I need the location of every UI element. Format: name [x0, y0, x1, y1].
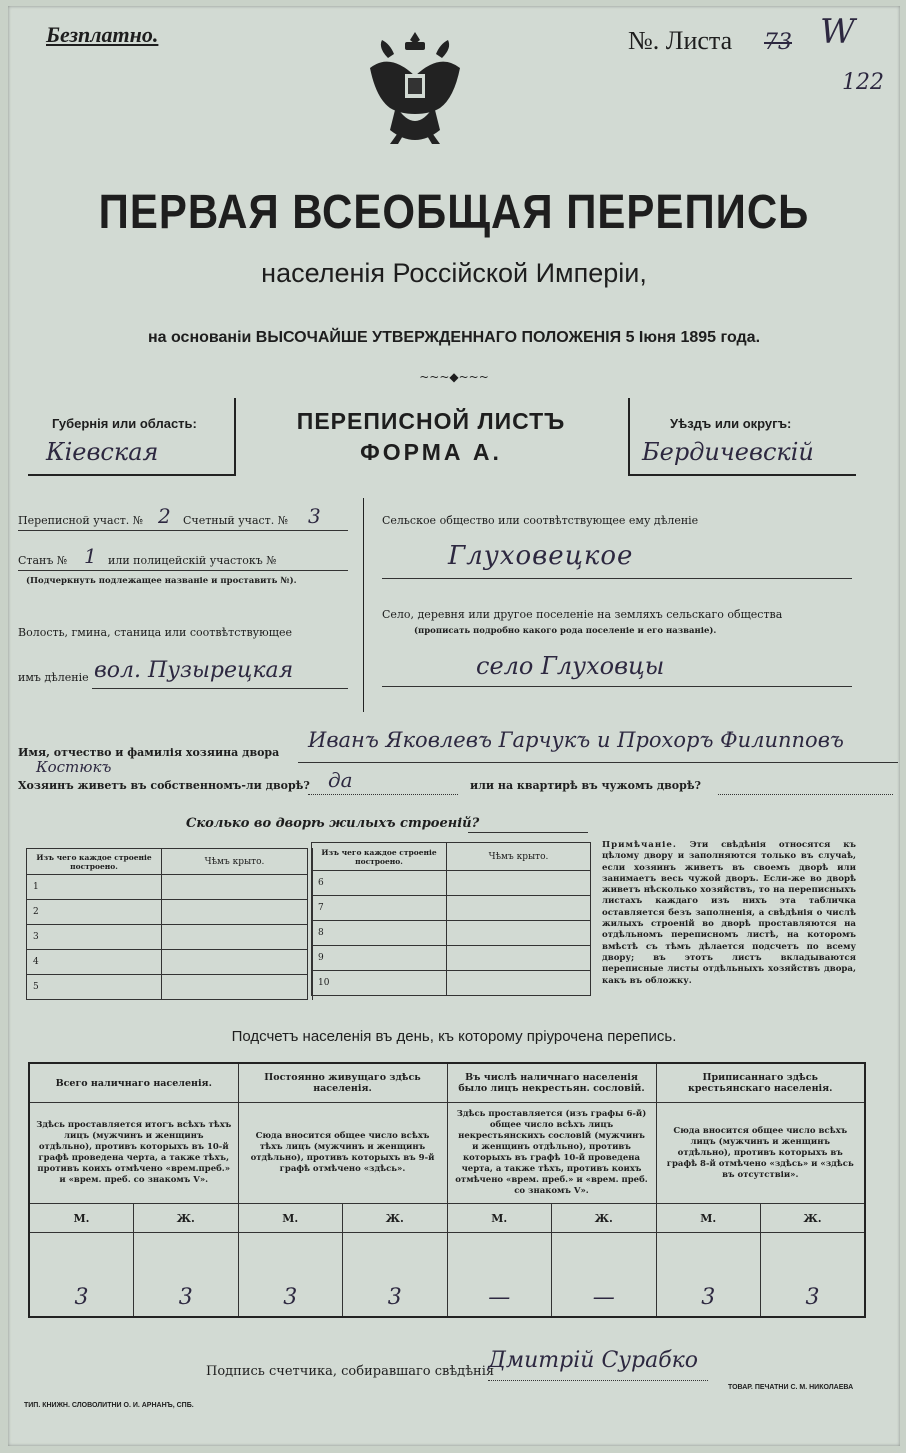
- population-title: Подсчетъ населенія въ день, къ которому пріурочена перепись.: [231, 1028, 677, 1045]
- village-line: [382, 686, 852, 687]
- building-roof-cell: [447, 921, 591, 946]
- building-roof-cell: [447, 896, 591, 921]
- census-section-value: 2: [158, 504, 171, 528]
- corner-mark: W: [820, 12, 855, 52]
- population-table: [28, 1062, 866, 1318]
- police-label: или полицейскій участокъ №: [108, 554, 277, 567]
- total-male-value: 3: [29, 1233, 134, 1318]
- district-label: Уѣздъ или округъ:: [670, 416, 792, 431]
- population-col-permanent-header: Постоянно живущаго здѣсь населенія.: [238, 1063, 447, 1103]
- society-label: Сельское общество или соотвѣтствующее ему дѣленіе: [382, 514, 699, 527]
- buildings-line: [468, 832, 588, 833]
- building-roof-cell: [447, 871, 591, 896]
- buildings-table-right: [311, 842, 591, 996]
- buildings-col-roof: Чѣмъ крыто.: [162, 849, 308, 875]
- buildings-col-roof: Чѣмъ крыто.: [447, 843, 591, 871]
- province-value: Кіевская: [46, 438, 159, 466]
- society-value: Глуховецкое: [448, 541, 634, 571]
- nonpeasant-female-value: —: [552, 1233, 657, 1318]
- male-label: М.: [29, 1204, 134, 1233]
- owner-name-value-cont: Костюкъ: [36, 758, 112, 776]
- village-label: Село, деревня или другое поселеніе на земляхъ сельскаго общества: [382, 608, 783, 621]
- signature-label: Подпись счетчика, собиравшаго свѣдѣнія: [206, 1364, 495, 1379]
- ornament: ~~~◆~~~: [419, 370, 489, 384]
- village-value: село Глуховцы: [476, 652, 665, 680]
- footer-right-print: ТОВАР. ПЕЧАТНИ С. М. НИКОЛАЕВА: [728, 1384, 854, 1391]
- permanent-female-value: 3: [343, 1233, 448, 1318]
- building-row-num: 10: [312, 971, 447, 996]
- female-label: Ж.: [134, 1204, 239, 1233]
- main-title: ПЕРВАЯ ВСЕОБЩАЯ ПЕРЕПИСЬ: [98, 184, 810, 239]
- field-divider: [363, 498, 364, 712]
- owner-name-value: Иванъ Яковлевъ Гарчукъ и Прохоръ Филипповъ: [308, 728, 844, 752]
- peasant-male-value: 3: [656, 1233, 761, 1318]
- building-roof-cell: [162, 875, 308, 900]
- stan-label: Станъ №: [18, 554, 68, 567]
- building-row-num: 5: [27, 975, 162, 1000]
- count-section-label: Счетный участ. №: [183, 514, 289, 527]
- owner-rent-line: [718, 794, 893, 795]
- permanent-male-value: 3: [238, 1233, 343, 1318]
- owner-own-label: Хозяинъ живетъ въ собственномъ-ли дворѣ?: [18, 779, 310, 792]
- nonpeasant-male-value: —: [447, 1233, 552, 1318]
- buildings-note-text: Эти свѣдѣнія относятся къ цѣлому двору и заполняются только въ случаѣ, если хозяинъ живетъ въ своемъ дворѣ или занимаетъ весь чужой дворъ. Если-же во дворѣ живетъ нѣсколько хозяйствъ, то на переписныхъ листахъ каждаго изъ нихъ эта табличка оставляется безъ заполненія, а свѣдѣнія о числѣ жилыхъ строеній во дворѣ проставляются на отдѣльномъ переписномъ листѣ, на которомъ вмѣстѣ съ тѣмъ дѣлается подсчетъ по всему двору; въ этотъ листъ вкладываются переписные листы отдѣльныхъ хозяйствъ двора, какъ въ обложку.: [602, 840, 856, 986]
- subtitle: населенія Россійской Имперіи,: [261, 258, 647, 288]
- corner-number: 122: [842, 70, 884, 95]
- building-row-num: 3: [27, 925, 162, 950]
- stan-value: 1: [84, 544, 97, 568]
- form-title-box: [240, 402, 622, 474]
- male-label: М.: [656, 1204, 761, 1233]
- population-col-peasant-header: Приписаннаго здѣсь крестьянскаго населенія.: [656, 1063, 865, 1103]
- buildings-note: [602, 840, 856, 987]
- building-roof-cell: [162, 975, 308, 1000]
- population-col-total-desc: Здѣсь проставляется итогъ всѣхъ тѣхъ лицъ (мужчинъ и женщинъ отдѣльно), противъ которыхъ въ 10-й графѣ проведена черта, а также тѣхъ, противъ коихъ отмѣчено «врем.преб.» и «врем. преб. со знакомъ V».: [29, 1103, 238, 1204]
- free-label: Безплатно.: [46, 22, 159, 47]
- owner-own-line: [308, 794, 458, 795]
- population-col-permanent-desc: Сюда вносится общее число всѣхъ тѣхъ лицъ (мужчинъ и женщинъ отдѣльно), противъ которыхъ въ 9-й графѣ отмѣчено «здѣсь».: [238, 1103, 447, 1204]
- building-row-num: 2: [27, 900, 162, 925]
- building-roof-cell: [162, 900, 308, 925]
- building-roof-cell: [447, 971, 591, 996]
- volost-value: вол. Пузырецкая: [94, 658, 294, 683]
- district-value: Бердичевскій: [642, 438, 814, 466]
- census-sheet: [8, 6, 900, 1446]
- buildings-col-material: Изъ чего каждое строеніе построено.: [27, 849, 162, 875]
- female-label: Ж.: [552, 1204, 657, 1233]
- building-row-num: 8: [312, 921, 447, 946]
- building-roof-cell: [447, 946, 591, 971]
- total-female-value: 3: [134, 1233, 239, 1318]
- village-note: (прописать подробно какого рода поселеніе и его названіе).: [414, 626, 717, 636]
- building-row-num: 7: [312, 896, 447, 921]
- stan-line: [18, 570, 348, 571]
- building-row-num: 1: [27, 875, 162, 900]
- province-box: [28, 398, 236, 476]
- signature-value: Дмитрій Сурабко: [488, 1348, 699, 1373]
- signature-line: [488, 1380, 708, 1381]
- volost-line: [92, 688, 348, 689]
- building-roof-cell: [162, 925, 308, 950]
- buildings-question: Сколько во дворѣ жилыхъ строеній?: [186, 816, 480, 831]
- population-col-peasant-desc: Сюда вносится общее число всѣхъ лицъ (мужчинъ и женщинъ отдѣльно), противъ которыхъ въ графѣ 8-й отмѣчено «здѣсь» и «здѣсь въ отсутствіи».: [656, 1103, 865, 1204]
- stan-note: (Подчеркнуть подлежащее названіе и проставить №).: [26, 576, 297, 586]
- district-box: [628, 398, 856, 476]
- owner-own-value: да: [328, 768, 353, 792]
- form-subtitle: ФОРМА А.: [360, 439, 502, 465]
- owner-name-label: Имя, отчество и фамилія хозяина двора: [18, 746, 280, 759]
- sheet-number-value: 73: [764, 30, 792, 55]
- owner-name-line: [298, 762, 898, 763]
- building-row-num: 9: [312, 946, 447, 971]
- building-row-num: 4: [27, 950, 162, 975]
- population-col-nonpeasant-header: Въ числѣ наличнаго населенія было лицъ некрестьян. сословій.: [447, 1063, 656, 1103]
- population-col-nonpeasant-desc: Здѣсь проставляется (изъ графы 6-й) общее число всѣхъ лицъ некрестьянскихъ сословій (мужчинъ и женщинъ отдѣльно), противъ которыхъ въ графѣ 10-й проведена черта, а также тѣхъ, противъ коихъ отмѣчено «врем. преб.» и «врем. преб. со знакомъ V».: [447, 1103, 656, 1204]
- volost-label: Волость, гмина, станица или соотвѣтствующее: [18, 626, 292, 639]
- count-section-value: 3: [308, 504, 321, 528]
- basis-line: на основаніи ВЫСОЧАЙШЕ УТВЕРЖДЕННАГО ПОЛОЖЕНІЯ 5 Іюня 1895 года.: [147, 329, 761, 346]
- male-label: М.: [238, 1204, 343, 1233]
- double-headed-eagle-icon: [360, 28, 470, 154]
- buildings-note-title: Примѣчаніе.: [602, 840, 677, 850]
- owner-rent-label: или на квартирѣ въ чужомъ дворѣ?: [470, 779, 701, 792]
- buildings-col-material: Изъ чего каждое строеніе построено.: [312, 843, 447, 871]
- volost-label-2: имъ дѣленіе: [18, 671, 89, 684]
- female-label: Ж.: [343, 1204, 448, 1233]
- buildings-table-left: [26, 848, 308, 1000]
- building-roof-cell: [162, 950, 308, 975]
- male-label: М.: [447, 1204, 552, 1233]
- footer-left-print: ТИП. КНИЖН. СЛОВОЛИТНИ О. И. АРНАНЪ, СПБ.: [24, 1402, 194, 1409]
- form-title: ПЕРЕПИСНОЙ ЛИСТЪ: [296, 408, 566, 434]
- province-label: Губернія или область:: [52, 416, 197, 431]
- census-section-label: Переписной участ. №: [18, 514, 144, 527]
- building-row-num: 6: [312, 871, 447, 896]
- census-line: [18, 530, 348, 531]
- peasant-female-value: 3: [761, 1233, 866, 1318]
- population-col-total-header: Всего наличнаго населенія.: [29, 1063, 238, 1103]
- sheet-number-label: №. Листа: [628, 26, 733, 55]
- society-line: [382, 578, 852, 579]
- female-label: Ж.: [761, 1204, 866, 1233]
